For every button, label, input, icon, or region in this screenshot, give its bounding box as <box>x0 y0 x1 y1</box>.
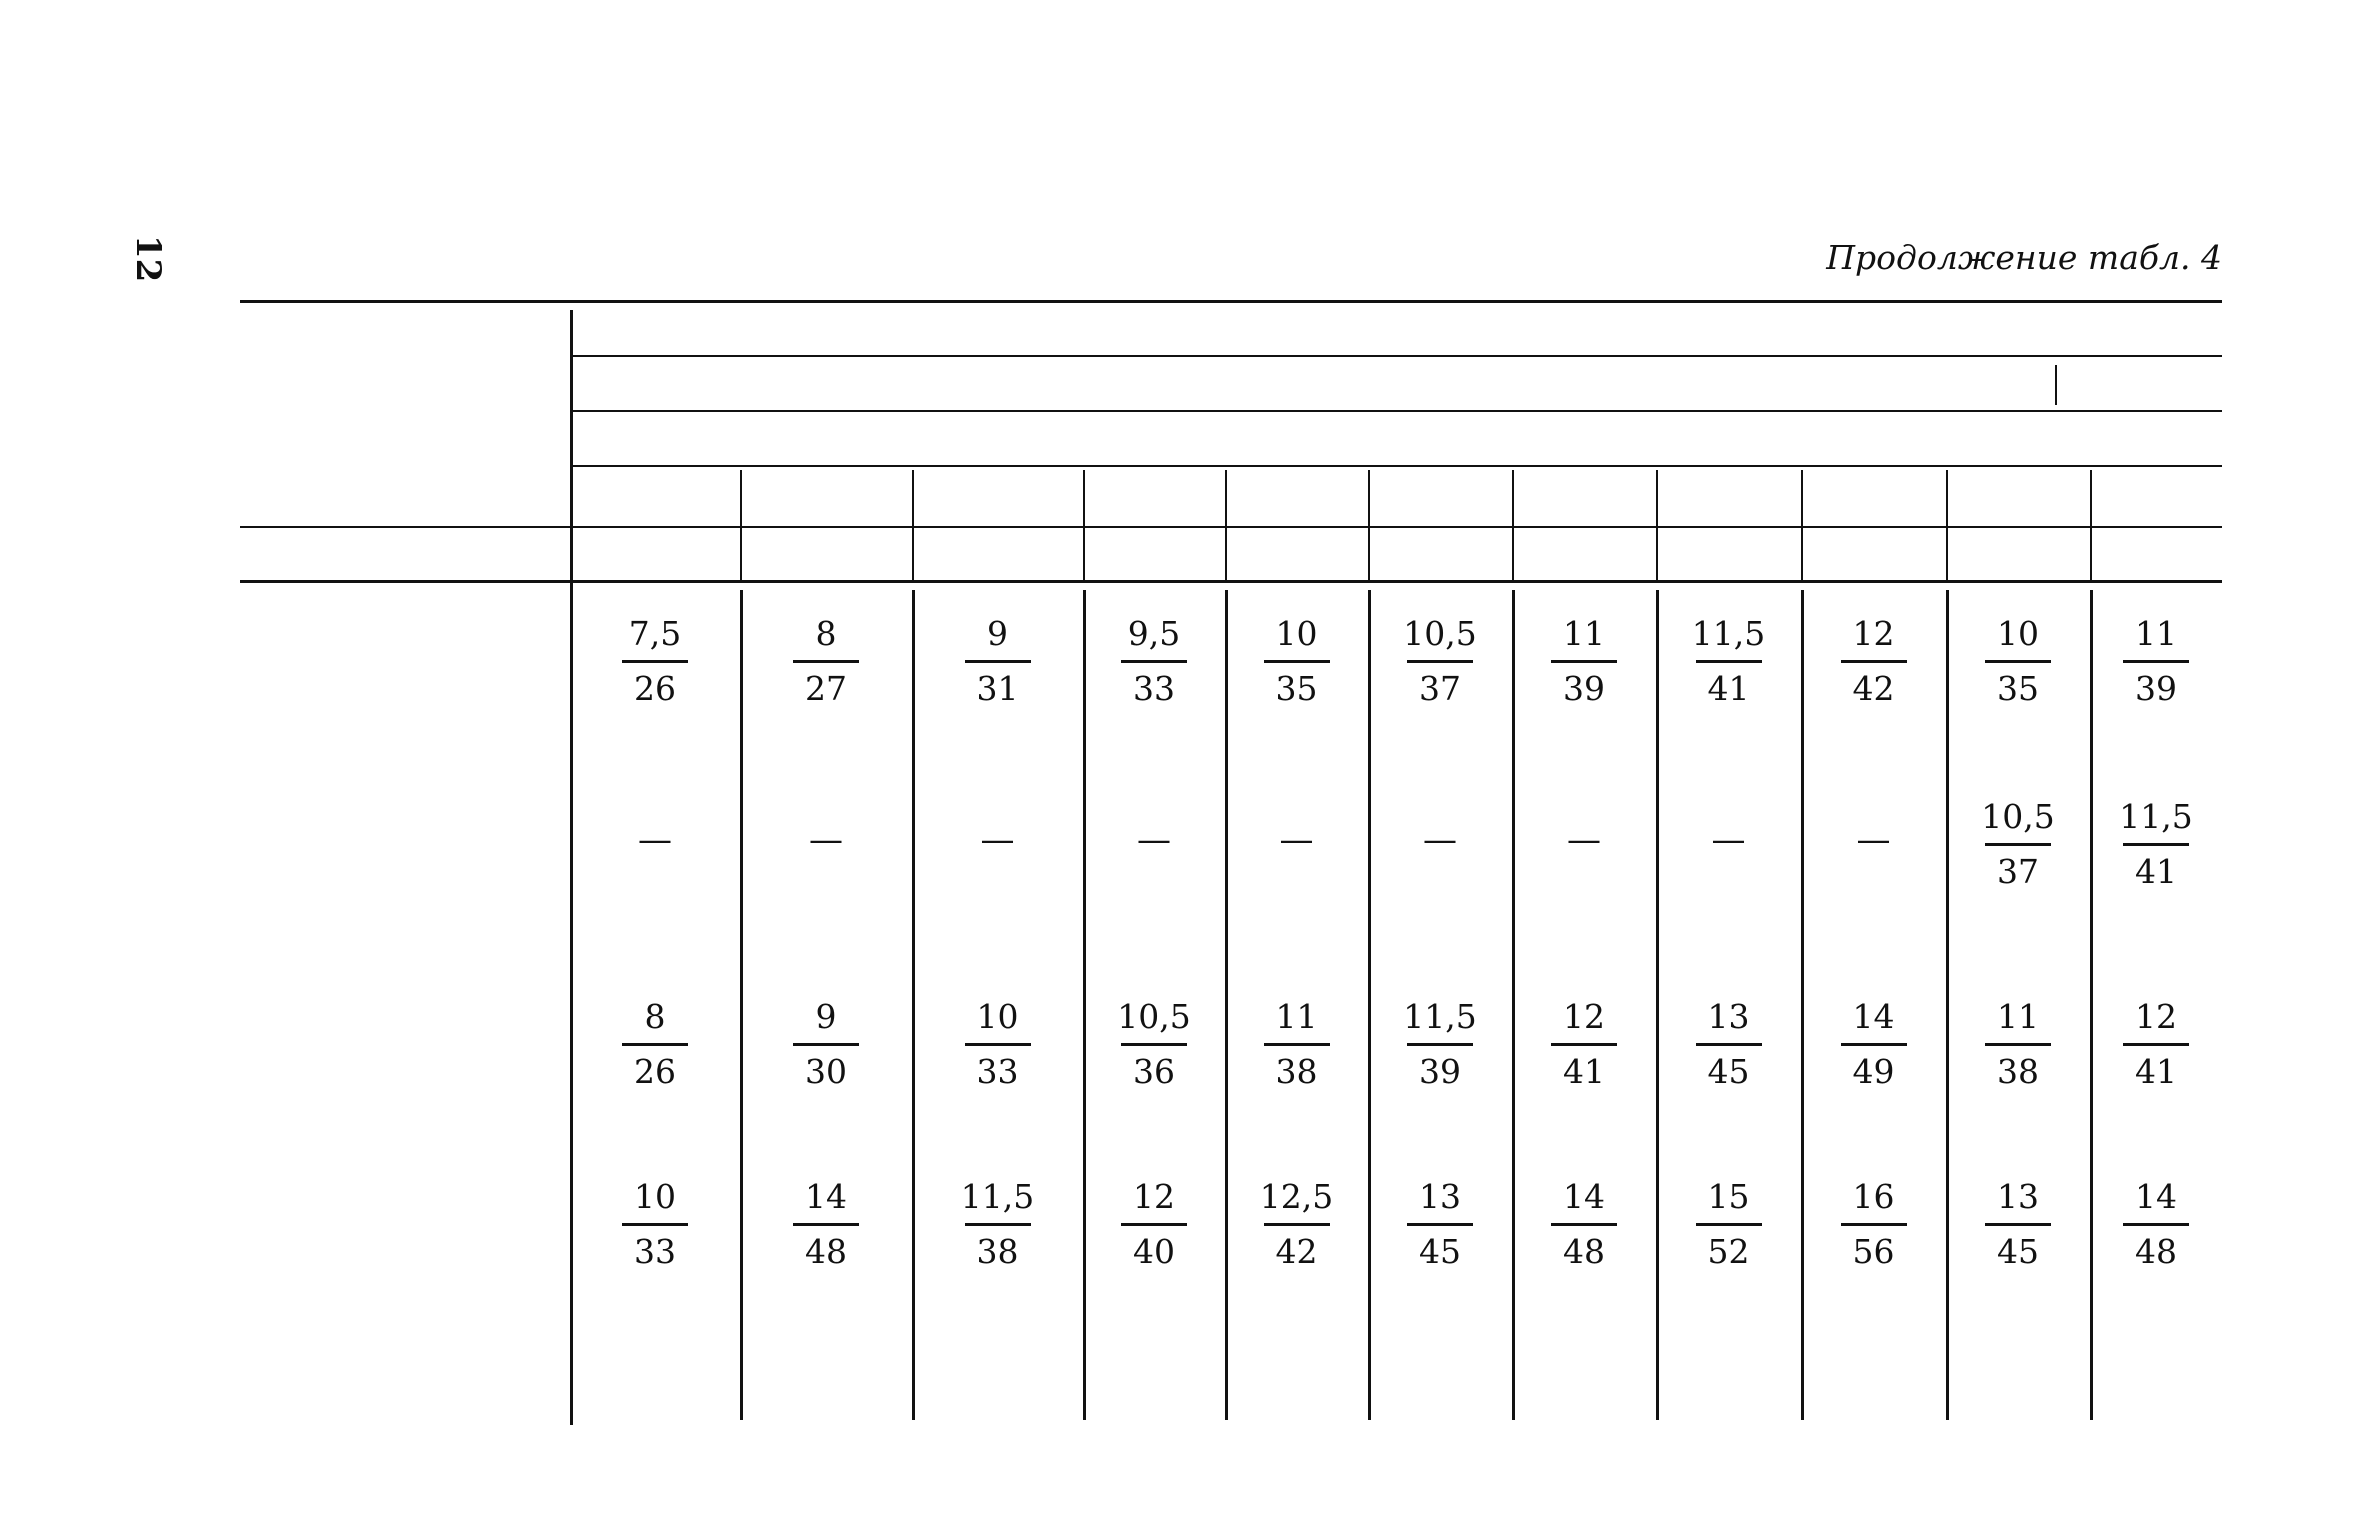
fraction-bar <box>1841 1043 1907 1046</box>
fraction-bar <box>1551 1043 1617 1046</box>
fraction-denominator: 31 <box>976 669 1019 708</box>
fraction-cell <box>933 1175 1063 1274</box>
fraction-cell <box>1953 1175 2083 1274</box>
fraction-cell <box>1664 1175 1794 1274</box>
fraction-bar <box>965 660 1031 663</box>
fraction-denominator: 39 <box>1563 669 1605 708</box>
fraction-cell <box>1519 995 1649 1094</box>
header-rule <box>240 526 2222 528</box>
empty-cell-dash: — <box>809 820 843 860</box>
column-rule <box>1946 590 1949 1420</box>
fraction-bar <box>1264 1043 1330 1046</box>
column-rule <box>1656 590 1659 1420</box>
table-top-rule <box>240 300 2222 303</box>
fraction-bar <box>1985 843 2051 846</box>
fraction-bar <box>1696 1043 1762 1046</box>
column-rule <box>1225 590 1228 1420</box>
empty-cell-dash: — <box>1856 820 1891 860</box>
fraction-cell <box>1089 995 1219 1094</box>
fraction-bar <box>1985 660 2051 663</box>
fraction-denominator: 36 <box>1133 1052 1175 1091</box>
fraction-bar <box>622 660 688 663</box>
fraction-denominator: 45 <box>1707 1052 1750 1091</box>
fraction-numerator: 14 <box>2135 1177 2177 1216</box>
fraction-cell <box>1809 995 1939 1094</box>
fraction-denominator: 42 <box>1275 1232 1318 1271</box>
fraction-denominator: 35 <box>1275 669 1318 708</box>
fraction-cell <box>761 1175 891 1274</box>
column-rule <box>2090 470 2092 580</box>
fraction-numerator: 13 <box>1707 997 1750 1036</box>
header-rule <box>570 355 2222 357</box>
fraction-cell <box>2091 795 2221 894</box>
empty-cell-dash: — <box>638 820 672 860</box>
fraction-numerator: 11,5 <box>2119 797 2193 836</box>
fraction-numerator: 8 <box>815 614 837 653</box>
fraction-cell <box>933 995 1063 1094</box>
fraction-cell <box>1809 612 1939 711</box>
empty-cell-dash: — <box>1711 820 1746 860</box>
fraction-denominator: 35 <box>1997 669 2039 708</box>
fraction-numerator: 13 <box>1997 1177 2039 1216</box>
fraction-bar <box>2123 843 2189 846</box>
fraction-bar <box>1841 1223 1907 1226</box>
column-rule <box>1656 470 1658 580</box>
fraction-numerator: 10 <box>634 1177 676 1216</box>
fraction-cell <box>1953 795 2083 894</box>
fraction-numerator: 10,5 <box>1403 614 1477 653</box>
header-rule <box>570 465 2222 467</box>
column-rule <box>740 470 742 580</box>
fraction-numerator: 12,5 <box>1259 1177 1334 1216</box>
fraction-bar <box>793 1043 859 1046</box>
fraction-numerator: 7,5 <box>628 614 682 653</box>
fraction-denominator: 27 <box>805 669 847 708</box>
column-rule <box>1512 470 1514 580</box>
fraction-numerator: 15 <box>1707 1177 1750 1216</box>
fraction-numerator: 11 <box>2135 614 2177 653</box>
fraction-bar <box>1696 1223 1762 1226</box>
fraction-numerator: 9 <box>987 614 1008 653</box>
fraction-denominator: 37 <box>1997 852 2039 891</box>
fraction-denominator: 56 <box>1852 1232 1895 1271</box>
fraction-bar <box>1407 1223 1473 1226</box>
fraction-denominator: 41 <box>1707 669 1750 708</box>
fraction-numerator: 13 <box>1419 1177 1461 1216</box>
fraction-cell <box>1519 1175 1649 1274</box>
fraction-denominator: 33 <box>1133 669 1175 708</box>
fraction-numerator: 11 <box>1997 997 2039 1036</box>
column-rule <box>1083 470 1085 580</box>
column-rule <box>1368 590 1371 1420</box>
fraction-denominator: 30 <box>805 1052 847 1091</box>
fraction-denominator: 39 <box>1419 1052 1461 1091</box>
fraction-numerator: 11 <box>1275 997 1318 1036</box>
fraction-denominator: 49 <box>1852 1052 1895 1091</box>
fraction-bar <box>1841 660 1907 663</box>
fraction-numerator: 12 <box>1852 614 1895 653</box>
fraction-cell <box>1375 995 1505 1094</box>
fraction-cell <box>2091 1175 2221 1274</box>
fraction-bar <box>965 1223 1031 1226</box>
fraction-bar <box>1985 1223 2051 1226</box>
fraction-cell <box>590 612 720 711</box>
fraction-bar <box>793 660 859 663</box>
empty-cell-dash: — <box>1567 820 1601 860</box>
fraction-numerator: 16 <box>1852 1177 1895 1216</box>
fraction-cell <box>1232 1175 1362 1274</box>
fraction-denominator: 41 <box>2135 852 2177 891</box>
fraction-denominator: 41 <box>2135 1052 2177 1091</box>
fraction-cell <box>1089 1175 1219 1274</box>
floor-group-divider <box>2055 365 2057 405</box>
fraction-numerator: 8 <box>644 997 666 1036</box>
fraction-bar <box>1121 1223 1187 1226</box>
table-caption: Продолжение табл. 4 <box>1826 238 2222 277</box>
fraction-bar <box>1985 1043 2051 1046</box>
fraction-cell <box>1375 1175 1505 1274</box>
fraction-cell <box>761 612 891 711</box>
fraction-numerator: 10,5 <box>1981 797 2055 836</box>
fraction-cell <box>2091 612 2221 711</box>
fraction-denominator: 33 <box>634 1232 676 1271</box>
fraction-denominator: 41 <box>1563 1052 1605 1091</box>
fraction-numerator: 10,5 <box>1117 997 1191 1036</box>
fraction-bar <box>1264 660 1330 663</box>
empty-cell-dash: — <box>1137 820 1171 860</box>
column-rule <box>1083 590 1086 1420</box>
fraction-bar <box>1121 660 1187 663</box>
fraction-bar <box>793 1223 859 1226</box>
fraction-denominator: 26 <box>634 1052 676 1091</box>
fraction-denominator: 48 <box>2135 1232 2177 1271</box>
column-rule <box>1225 470 1227 580</box>
fraction-bar <box>622 1043 688 1046</box>
fraction-bar <box>2123 1043 2189 1046</box>
empty-cell-dash: — <box>1279 820 1314 860</box>
fraction-cell <box>1664 612 1794 711</box>
fraction-bar <box>622 1223 688 1226</box>
column-rule <box>1946 470 1948 580</box>
fraction-numerator: 11,5 <box>1403 997 1477 1036</box>
fraction-bar <box>1407 1043 1473 1046</box>
fraction-cell <box>2091 995 2221 1094</box>
fraction-cell <box>1089 612 1219 711</box>
fraction-bar <box>1696 660 1762 663</box>
fraction-numerator: 12 <box>2135 997 2177 1036</box>
fraction-numerator: 11,5 <box>960 1177 1035 1216</box>
fraction-bar <box>2123 660 2189 663</box>
fraction-numerator: 14 <box>805 1177 847 1216</box>
column-rule <box>740 590 743 1420</box>
fraction-cell <box>1953 995 2083 1094</box>
fraction-cell <box>933 612 1063 711</box>
fraction-cell <box>761 995 891 1094</box>
fraction-bar <box>1551 660 1617 663</box>
fraction-numerator: 11 <box>1563 614 1605 653</box>
empty-cell-dash: — <box>980 820 1015 860</box>
fraction-cell <box>590 1175 720 1274</box>
fraction-bar <box>2123 1223 2189 1226</box>
column-rule <box>1801 470 1803 580</box>
column-rule <box>1512 590 1515 1420</box>
page-number: 12 <box>128 235 168 283</box>
fraction-denominator: 42 <box>1852 669 1895 708</box>
fraction-bar <box>1407 660 1473 663</box>
column-rule <box>912 470 914 580</box>
fraction-denominator: 40 <box>1133 1232 1175 1271</box>
fraction-cell <box>1953 612 2083 711</box>
fraction-numerator: 11,5 <box>1691 614 1766 653</box>
header-bottom-rule <box>240 580 2222 583</box>
fraction-denominator: 37 <box>1419 669 1461 708</box>
fraction-cell <box>590 995 720 1094</box>
fraction-numerator: 10 <box>1997 614 2039 653</box>
column-rule <box>1801 590 1804 1420</box>
empty-cell-dash: — <box>1423 820 1457 860</box>
fraction-denominator: 38 <box>976 1232 1019 1271</box>
fraction-cell <box>1232 612 1362 711</box>
fraction-bar <box>1121 1043 1187 1046</box>
wall-column-rule <box>570 310 573 1425</box>
fraction-denominator: 26 <box>634 669 676 708</box>
fraction-numerator: 9 <box>815 997 837 1036</box>
fraction-denominator: 33 <box>976 1052 1019 1091</box>
fraction-bar <box>1551 1223 1617 1226</box>
fraction-denominator: 39 <box>2135 669 2177 708</box>
fraction-denominator: 52 <box>1707 1232 1750 1271</box>
fraction-denominator: 48 <box>805 1232 847 1271</box>
fraction-cell <box>1664 995 1794 1094</box>
header-rule <box>570 410 2222 412</box>
fraction-denominator: 45 <box>1997 1232 2039 1271</box>
fraction-numerator: 10 <box>976 997 1019 1036</box>
fraction-cell <box>1375 612 1505 711</box>
fraction-denominator: 38 <box>1997 1052 2039 1091</box>
fraction-numerator: 10 <box>1275 614 1318 653</box>
fraction-cell <box>1519 612 1649 711</box>
column-rule <box>912 590 915 1420</box>
fraction-cell <box>1232 995 1362 1094</box>
fraction-denominator: 38 <box>1275 1052 1318 1091</box>
fraction-numerator: 12 <box>1133 1177 1175 1216</box>
fraction-numerator: 14 <box>1852 997 1895 1036</box>
fraction-denominator: 48 <box>1563 1232 1605 1271</box>
fraction-numerator: 12 <box>1563 997 1605 1036</box>
column-rule <box>1368 470 1370 580</box>
fraction-denominator: 45 <box>1419 1232 1461 1271</box>
fraction-numerator: 9,5 <box>1127 614 1181 653</box>
fraction-numerator: 14 <box>1563 1177 1605 1216</box>
fraction-cell <box>1809 1175 1939 1274</box>
fraction-bar <box>965 1043 1031 1046</box>
fraction-bar <box>1264 1223 1330 1226</box>
